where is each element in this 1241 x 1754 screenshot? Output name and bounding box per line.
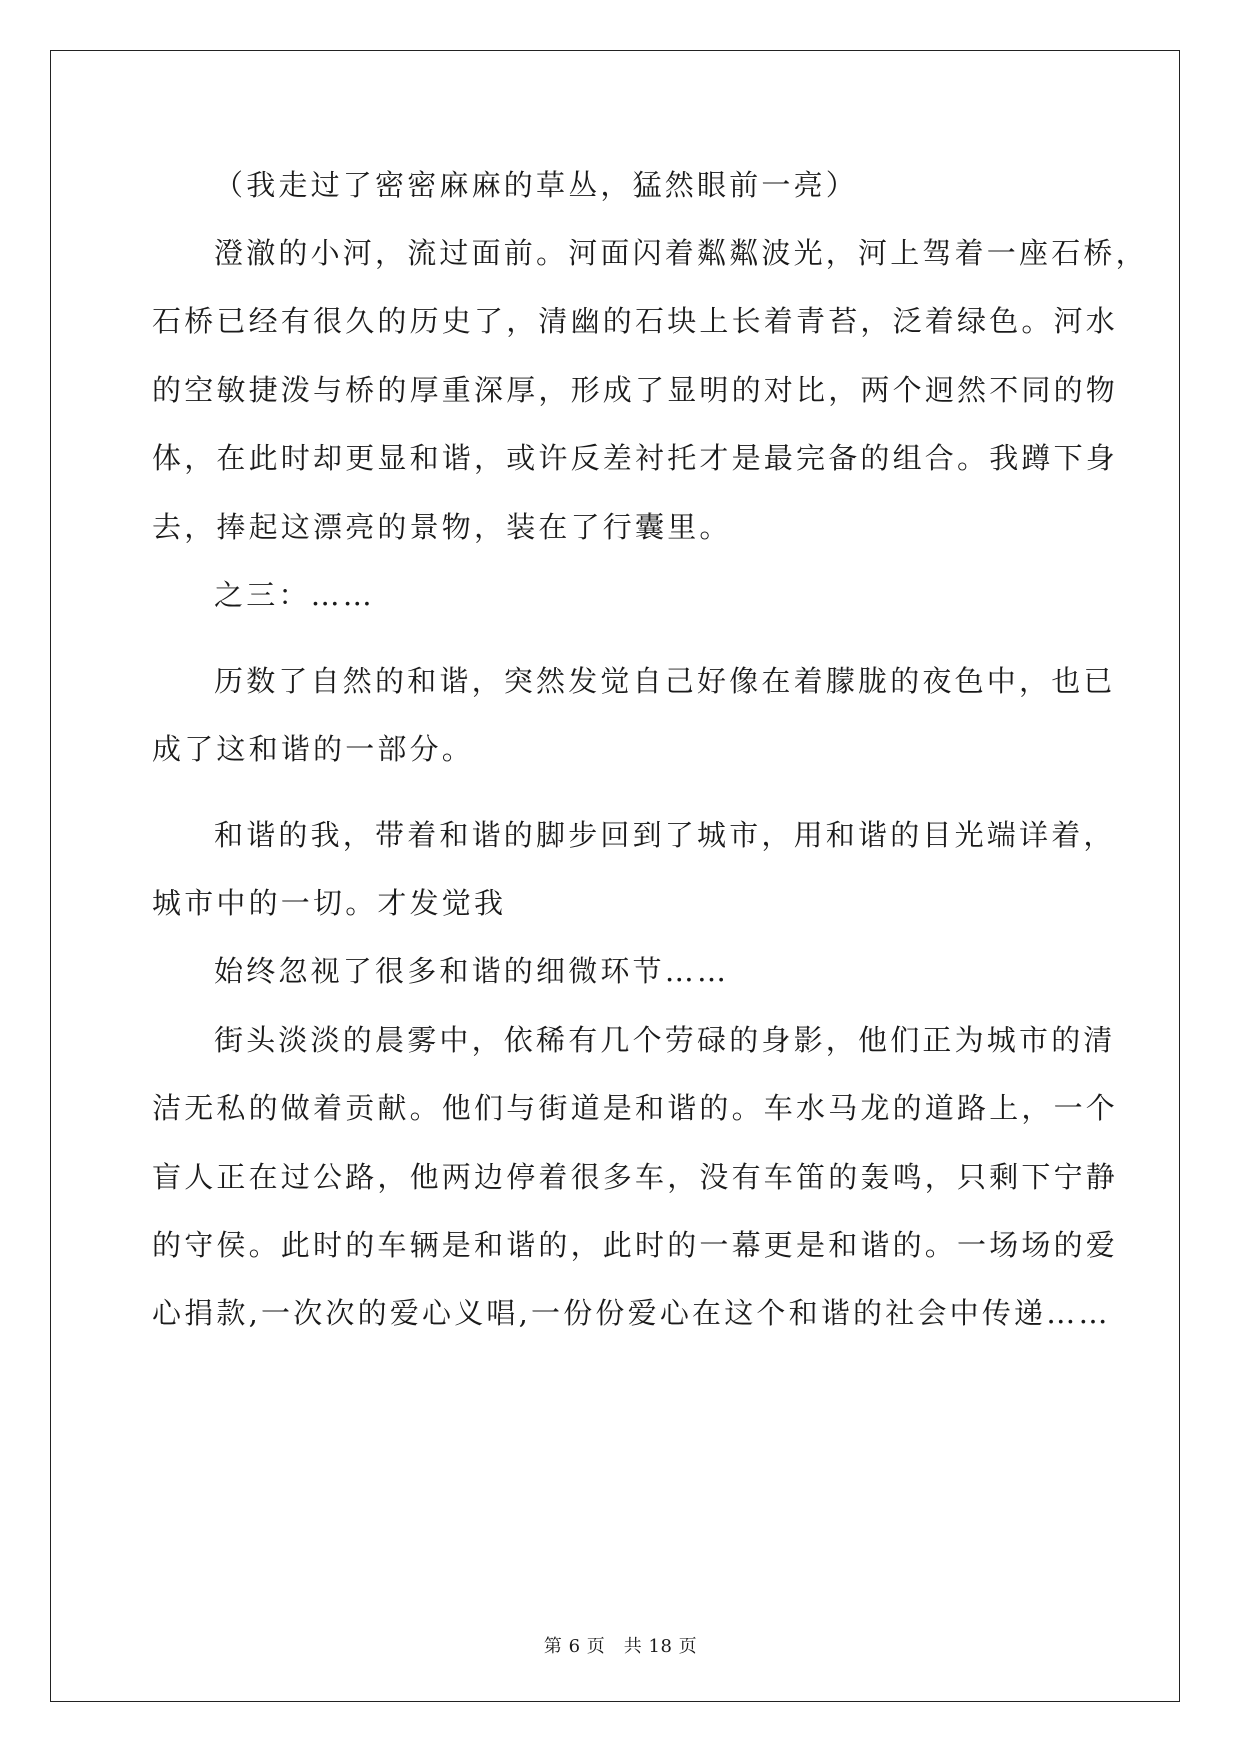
text-line: 澄澈的小河，流过面前。河面闪着粼粼波光，河上驾着一座石桥，: [214, 236, 1148, 270]
text-line: 成了这和谐的一部分。: [152, 732, 475, 766]
text-line: 石桥已经有很久的历史了，清幽的石块上长着青苔，泛着绿色。河水: [152, 304, 1119, 338]
text-line: 和谐的我，带着和谐的脚步回到了城市，用和谐的目光端详着，: [214, 818, 1116, 852]
text-line: 体，在此时却更显和谐，或许反差衬托才是最完备的组合。我蹲下身: [152, 441, 1119, 475]
text-line: 洁无私的做着贡献。他们与街道是和谐的。车水马龙的道路上，一个: [152, 1091, 1119, 1125]
text-line: 街头淡淡的晨雾中，依稀有几个劳碌的身影，他们正为城市的清: [214, 1023, 1116, 1057]
text-line: 的空敏捷泼与桥的厚重深厚，形成了显明的对比，两个迥然不同的物: [152, 373, 1119, 407]
text-line: 历数了自然的和谐，突然发觉自己好像在着朦胧的夜色中，也已: [214, 664, 1116, 698]
text-line: （我走过了密密麻麻的草丛，猛然眼前一亮）: [214, 168, 859, 202]
text-line: 去，捧起这漂亮的景物，装在了行囊里。: [152, 510, 732, 544]
text-line: 盲人正在过公路，他两边停着很多车，没有车笛的轰鸣，只剩下宁静: [152, 1160, 1119, 1194]
page-border: [50, 50, 1180, 1702]
text-line: 之三：……: [214, 578, 376, 612]
text-line: 心捐款,一次次的爱心义唱,一份份爱心在这个和谐的社会中传递……: [152, 1296, 1111, 1330]
text-line: 的守侯。此时的车辆是和谐的，此时的一幕更是和谐的。一场场的爱: [152, 1228, 1119, 1262]
text-line: 城市中的一切。才发觉我: [152, 886, 507, 920]
page-footer: 第 6 页 共 18 页: [543, 1636, 698, 1657]
text-line: 始终忽视了很多和谐的细微环节……: [214, 954, 730, 988]
